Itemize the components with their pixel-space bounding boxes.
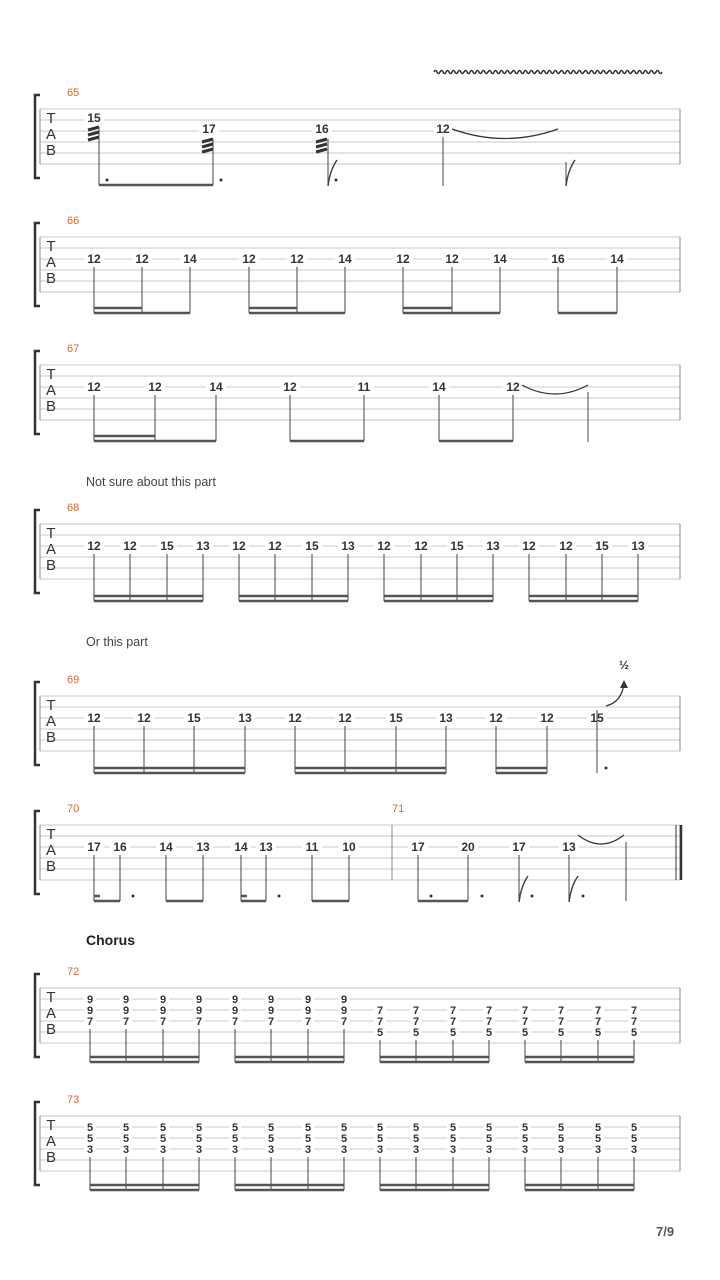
fret-number: 5 [304, 1122, 312, 1134]
fret-number: 7 [86, 1016, 94, 1028]
fret-number: 5 [521, 1027, 529, 1039]
fret-number: 5 [231, 1122, 239, 1134]
fret-number: 15 [160, 539, 174, 553]
fret-number: 7 [267, 1016, 275, 1028]
fret-number: 5 [557, 1133, 565, 1145]
fret-number: 5 [159, 1122, 167, 1134]
fret-number: 13 [341, 539, 355, 553]
fret-number: 9 [86, 1005, 94, 1017]
fret-number: 15 [305, 539, 319, 553]
fret-number: 5 [521, 1133, 529, 1145]
fret-number: 20 [461, 840, 475, 854]
tie [452, 129, 558, 139]
fret-number: 3 [195, 1144, 203, 1156]
fret-number: 12 [137, 711, 151, 725]
fret-number: 5 [86, 1133, 94, 1145]
fret-number: 10 [342, 840, 356, 854]
fret-number: 7 [449, 1016, 457, 1028]
fret-number: 7 [376, 1005, 384, 1017]
fret-number: 12 [87, 711, 101, 725]
fret-number: 5 [449, 1133, 457, 1145]
fret-number: 7 [159, 1016, 167, 1028]
fret-number: 7 [594, 1005, 602, 1017]
fret-number: 5 [485, 1027, 493, 1039]
fret-number: 7 [340, 1016, 348, 1028]
staff-system [35, 87, 680, 178]
fret-number: 13 [196, 539, 210, 553]
tab-letter: A [45, 1005, 57, 1022]
fret-number: 15 [595, 539, 609, 553]
fret-number: 15 [450, 539, 464, 553]
fret-number: 13 [562, 840, 576, 854]
dot [481, 895, 484, 898]
fret-number: 7 [485, 1016, 493, 1028]
staff-system [35, 215, 680, 306]
fret-number: 5 [630, 1122, 638, 1134]
dot [582, 895, 585, 898]
dot [430, 895, 433, 898]
fret-number: 7 [412, 1005, 420, 1017]
tab-letter: A [45, 254, 57, 271]
fret-number: 7 [485, 1005, 493, 1017]
fret-number: 9 [340, 1005, 348, 1017]
fret-number: 9 [231, 1005, 239, 1017]
fret-number: 3 [340, 1144, 348, 1156]
tremolo-mark [316, 144, 327, 147]
fret-number: 17 [512, 840, 526, 854]
fret-number: 9 [195, 1005, 203, 1017]
fret-number: 12 [290, 252, 304, 266]
tab-letter: A [45, 382, 57, 399]
system-bracket [35, 811, 40, 894]
fret-number: 13 [631, 539, 645, 553]
measure-number: 69 [67, 674, 80, 686]
tremolo-mark [88, 132, 99, 135]
tab-letter: B [45, 729, 57, 746]
fret-number: 13 [486, 539, 500, 553]
fret-number: 15 [389, 711, 403, 725]
fret-number: 5 [376, 1133, 384, 1145]
tremolo-mark [88, 127, 99, 130]
tab-letter: T [46, 697, 56, 714]
fret-number: 12 [436, 122, 450, 136]
fret-number: 9 [195, 994, 203, 1006]
fret-number: 5 [630, 1133, 638, 1145]
fret-number: 3 [449, 1144, 457, 1156]
system-bracket [35, 510, 40, 593]
fret-number: 12 [87, 252, 101, 266]
tab-letter: A [45, 541, 57, 558]
fret-number: 3 [267, 1144, 275, 1156]
fret-number: 5 [412, 1133, 420, 1145]
fret-number: 16 [113, 840, 127, 854]
staff-system [35, 674, 680, 765]
fret-number: 5 [122, 1122, 130, 1134]
fret-number: 5 [195, 1122, 203, 1134]
tab-letter: B [45, 398, 57, 415]
fret-number: 12 [377, 539, 391, 553]
tab-letter: B [45, 1021, 57, 1038]
fret-number: 5 [267, 1122, 275, 1134]
fret-number: 12 [135, 252, 149, 266]
page-number: 7/9 [656, 1224, 675, 1239]
fret-number: 3 [557, 1144, 565, 1156]
dot [531, 895, 534, 898]
tab-letter: T [46, 989, 56, 1006]
fret-number: 11 [357, 380, 371, 394]
fret-number: 3 [412, 1144, 420, 1156]
dot [278, 895, 281, 898]
measure-number: 67 [67, 343, 80, 355]
fret-number: 5 [485, 1122, 493, 1134]
system-bracket [35, 1102, 40, 1185]
fret-number: 7 [304, 1016, 312, 1028]
tab-letter: T [46, 366, 56, 383]
tab-letter: B [45, 858, 57, 875]
fret-number: 17 [411, 840, 425, 854]
fret-number: 14 [610, 252, 624, 266]
fret-number: 5 [340, 1122, 348, 1134]
fret-number: 13 [439, 711, 453, 725]
fret-number: 7 [630, 1016, 638, 1028]
fret-number: 14 [234, 840, 248, 854]
tab-letter: T [46, 110, 56, 127]
fret-number: 12 [87, 380, 101, 394]
fret-number: 5 [267, 1133, 275, 1145]
fret-number: 7 [521, 1005, 529, 1017]
fret-number: 5 [521, 1122, 529, 1134]
bend-arrowhead [620, 680, 628, 688]
fret-number: 15 [87, 111, 101, 125]
fret-number: 9 [86, 994, 94, 1006]
fret-number: 5 [376, 1122, 384, 1134]
tab-letter: B [45, 1149, 57, 1166]
tab-letter: A [45, 713, 57, 730]
fret-number: 17 [87, 840, 101, 854]
bend-amount: ½ [618, 658, 630, 672]
fret-number: 5 [86, 1122, 94, 1134]
system-bracket [35, 351, 40, 434]
tremolo-mark [202, 144, 213, 147]
fret-number: 9 [159, 994, 167, 1006]
fret-number: 3 [86, 1144, 94, 1156]
fret-number: 7 [594, 1016, 602, 1028]
fret-number: 7 [195, 1016, 203, 1028]
fret-number: 17 [202, 122, 216, 136]
fret-number: 11 [305, 840, 319, 854]
fret-number: 3 [594, 1144, 602, 1156]
fret-number: 7 [376, 1016, 384, 1028]
vibrato-line [434, 71, 662, 74]
fret-number: 13 [238, 711, 252, 725]
fret-number: 7 [449, 1005, 457, 1017]
tremolo-mark [202, 149, 213, 152]
fret-number: 5 [485, 1133, 493, 1145]
fret-number: 5 [122, 1133, 130, 1145]
measure-number: 66 [67, 215, 80, 227]
measure-number: 70 [67, 803, 80, 815]
measure-number: 73 [67, 1094, 80, 1106]
fret-number: 5 [557, 1027, 565, 1039]
tab-letter: A [45, 1133, 57, 1150]
tab-letter: B [45, 270, 57, 287]
tab-letter: T [46, 238, 56, 255]
dot [106, 179, 109, 182]
fret-number: 7 [557, 1016, 565, 1028]
fret-number: 14 [183, 252, 197, 266]
dot [605, 767, 608, 770]
fret-number: 12 [414, 539, 428, 553]
system-bracket [35, 974, 40, 1057]
fret-number: 12 [148, 380, 162, 394]
fret-number: 12 [123, 539, 137, 553]
fret-number: 7 [521, 1016, 529, 1028]
fret-number: 7 [630, 1005, 638, 1017]
fret-number: 13 [259, 840, 273, 854]
fret-number: 3 [231, 1144, 239, 1156]
fret-number: 7 [557, 1005, 565, 1017]
fret-number: 5 [594, 1122, 602, 1134]
fret-number: 14 [159, 840, 173, 854]
fret-number: 12 [288, 711, 302, 725]
fret-number: 3 [630, 1144, 638, 1156]
measure-number: 71 [392, 803, 405, 815]
fret-number: 14 [493, 252, 507, 266]
dot [132, 895, 135, 898]
fret-number: 12 [268, 539, 282, 553]
fret-number: 12 [540, 711, 554, 725]
measure-number: 65 [67, 87, 80, 99]
fret-number: 12 [396, 252, 410, 266]
fret-number: 9 [304, 994, 312, 1006]
measure-number: 72 [67, 966, 80, 978]
system-bracket [35, 95, 40, 178]
fret-number: 3 [159, 1144, 167, 1156]
measure-number: 68 [67, 502, 80, 514]
dot [335, 179, 338, 182]
fret-number: 5 [159, 1133, 167, 1145]
tab-letter: T [46, 1117, 56, 1134]
fret-number: 9 [340, 994, 348, 1006]
annotation-text: Not sure about this part [86, 475, 216, 489]
fret-number: 12 [242, 252, 256, 266]
section-label: Chorus [86, 932, 135, 948]
tremolo-mark [88, 137, 99, 140]
fret-number: 16 [315, 122, 329, 136]
fret-number: 12 [87, 539, 101, 553]
fret-number: 14 [432, 380, 446, 394]
tab-letter: T [46, 525, 56, 542]
fret-number: 7 [122, 1016, 130, 1028]
fret-number: 5 [594, 1027, 602, 1039]
fret-number: 12 [445, 252, 459, 266]
fret-number: 7 [412, 1016, 420, 1028]
fret-number: 12 [522, 539, 536, 553]
fret-number: 9 [159, 1005, 167, 1017]
fret-number: 5 [231, 1133, 239, 1145]
fret-number: 15 [187, 711, 201, 725]
fret-number: 3 [521, 1144, 529, 1156]
fret-number: 14 [338, 252, 352, 266]
fret-number: 5 [630, 1027, 638, 1039]
tab-letter: T [46, 826, 56, 843]
fret-number: 15 [590, 711, 604, 725]
tab-letter: B [45, 142, 57, 159]
fret-number: 9 [231, 994, 239, 1006]
fret-number: 5 [304, 1133, 312, 1145]
fret-number: 12 [338, 711, 352, 725]
fret-number: 5 [449, 1122, 457, 1134]
fret-number: 3 [122, 1144, 130, 1156]
fret-number: 3 [376, 1144, 384, 1156]
fret-number: 9 [267, 994, 275, 1006]
tie [522, 385, 588, 394]
fret-number: 5 [340, 1133, 348, 1145]
fret-number: 12 [283, 380, 297, 394]
fret-number: 12 [506, 380, 520, 394]
fret-number: 9 [122, 994, 130, 1006]
tab-letter: A [45, 126, 57, 143]
fret-number: 7 [231, 1016, 239, 1028]
tab-letter: A [45, 842, 57, 859]
fret-number: 16 [551, 252, 565, 266]
fret-number: 5 [594, 1133, 602, 1145]
fret-number: 3 [485, 1144, 493, 1156]
fret-number: 14 [209, 380, 223, 394]
fret-number: 9 [122, 1005, 130, 1017]
fret-number: 12 [489, 711, 503, 725]
fret-number: 9 [267, 1005, 275, 1017]
system-bracket [35, 682, 40, 765]
fret-number: 5 [412, 1122, 420, 1134]
fret-number: 3 [304, 1144, 312, 1156]
tab-letter: B [45, 557, 57, 574]
fret-number: 12 [559, 539, 573, 553]
fret-number: 12 [232, 539, 246, 553]
tremolo-mark [316, 149, 327, 152]
annotation-text: Or this part [86, 635, 148, 649]
fret-number: 13 [196, 840, 210, 854]
dot [220, 179, 223, 182]
fret-number: 5 [376, 1027, 384, 1039]
system-bracket [35, 223, 40, 306]
fret-number: 5 [449, 1027, 457, 1039]
fret-number: 5 [195, 1133, 203, 1145]
fret-number: 9 [304, 1005, 312, 1017]
fret-number: 5 [412, 1027, 420, 1039]
fret-number: 5 [557, 1122, 565, 1134]
